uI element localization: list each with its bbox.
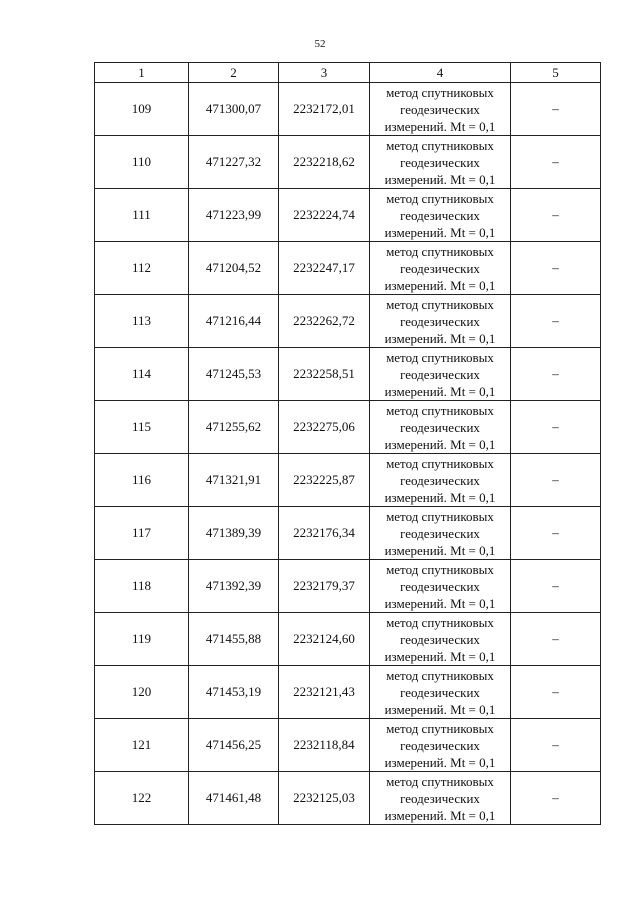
method-line: геодезических: [400, 525, 480, 541]
method-line: метод спутниковых: [386, 773, 494, 789]
method-cell: [370, 401, 511, 454]
x-coordinate-cell: 471245,53: [189, 348, 279, 401]
point-number-cell: 121: [95, 719, 189, 772]
point-number-cell: 122: [95, 772, 189, 825]
method-line: измерений. Mt = 0,1: [384, 807, 496, 823]
table-row: [95, 719, 601, 772]
note-cell: –: [511, 560, 601, 613]
note-cell: –: [511, 772, 601, 825]
table-row: [95, 613, 601, 666]
y-coordinate-cell: 2232258,51: [279, 348, 370, 401]
method-cell: [370, 348, 511, 401]
table-row: [95, 136, 601, 189]
method-line: геодезических: [400, 101, 480, 117]
method-line: метод спутниковых: [386, 720, 494, 736]
table-row: [95, 242, 601, 295]
note-cell: –: [511, 83, 601, 136]
method-line: измерений. Mt = 0,1: [384, 701, 496, 717]
y-coordinate-cell: 2232176,34: [279, 507, 370, 560]
method-cell: [370, 242, 511, 295]
y-coordinate-cell: 2232218,62: [279, 136, 370, 189]
method-line: метод спутниковых: [386, 402, 494, 418]
column-header: 4: [370, 63, 511, 83]
column-header: 2: [189, 63, 279, 83]
note-cell: –: [511, 507, 601, 560]
y-coordinate-cell: 2232121,43: [279, 666, 370, 719]
x-coordinate-cell: 471216,44: [189, 295, 279, 348]
y-coordinate-cell: 2232125,03: [279, 772, 370, 825]
x-coordinate-cell: 471321,91: [189, 454, 279, 507]
x-coordinate-cell: 471389,39: [189, 507, 279, 560]
method-line: геодезических: [400, 419, 480, 435]
note-cell: –: [511, 242, 601, 295]
method-line: измерений. Mt = 0,1: [384, 648, 496, 664]
method-line: геодезических: [400, 631, 480, 647]
table-header-row: [95, 63, 601, 83]
method-line: геодезических: [400, 313, 480, 329]
method-cell: [370, 189, 511, 242]
x-coordinate-cell: 471300,07: [189, 83, 279, 136]
point-number-cell: 117: [95, 507, 189, 560]
method-line: геодезических: [400, 684, 480, 700]
point-number-cell: 115: [95, 401, 189, 454]
method-line: геодезических: [400, 472, 480, 488]
method-line: измерений. Mt = 0,1: [384, 330, 496, 346]
method-cell: [370, 719, 511, 772]
point-number-cell: 113: [95, 295, 189, 348]
method-line: метод спутниковых: [386, 84, 494, 100]
table-row: [95, 772, 601, 825]
table-row: [95, 83, 601, 136]
column-header: 3: [279, 63, 370, 83]
x-coordinate-cell: 471223,99: [189, 189, 279, 242]
method-cell: [370, 613, 511, 666]
y-coordinate-cell: 2232225,87: [279, 454, 370, 507]
method-cell: [370, 666, 511, 719]
page-number: 52: [314, 38, 326, 50]
method-line: метод спутниковых: [386, 243, 494, 259]
y-coordinate-cell: 2232172,01: [279, 83, 370, 136]
method-line: метод спутниковых: [386, 190, 494, 206]
method-line: измерений. Mt = 0,1: [384, 436, 496, 452]
method-cell: [370, 295, 511, 348]
x-coordinate-cell: 471455,88: [189, 613, 279, 666]
table-row: [95, 189, 601, 242]
point-number-cell: 111: [95, 189, 189, 242]
method-line: метод спутниковых: [386, 614, 494, 630]
note-cell: –: [511, 613, 601, 666]
method-line: измерений. Mt = 0,1: [384, 542, 496, 558]
method-cell: [370, 772, 511, 825]
method-line: метод спутниковых: [386, 561, 494, 577]
point-number-cell: 112: [95, 242, 189, 295]
table-row: [95, 401, 601, 454]
y-coordinate-cell: 2232262,72: [279, 295, 370, 348]
point-number-cell: 120: [95, 666, 189, 719]
method-line: измерений. Mt = 0,1: [384, 171, 496, 187]
y-coordinate-cell: 2232247,17: [279, 242, 370, 295]
method-cell: [370, 454, 511, 507]
y-coordinate-cell: 2232124,60: [279, 613, 370, 666]
point-number-cell: 114: [95, 348, 189, 401]
x-coordinate-cell: 471227,32: [189, 136, 279, 189]
method-line: метод спутниковых: [386, 137, 494, 153]
method-line: геодезических: [400, 154, 480, 170]
method-cell: [370, 507, 511, 560]
method-line: геодезических: [400, 207, 480, 223]
table-body: [95, 83, 601, 825]
point-number-cell: 109: [95, 83, 189, 136]
y-coordinate-cell: 2232118,84: [279, 719, 370, 772]
note-cell: –: [511, 136, 601, 189]
method-line: метод спутниковых: [386, 667, 494, 683]
method-line: измерений. Mt = 0,1: [384, 754, 496, 770]
method-cell: [370, 83, 511, 136]
method-line: измерений. Mt = 0,1: [384, 118, 496, 134]
column-header: 1: [95, 63, 189, 83]
y-coordinate-cell: 2232179,37: [279, 560, 370, 613]
method-line: геодезических: [400, 578, 480, 594]
method-line: метод спутниковых: [386, 349, 494, 365]
method-line: геодезических: [400, 790, 480, 806]
y-coordinate-cell: 2232275,06: [279, 401, 370, 454]
method-line: геодезических: [400, 260, 480, 276]
y-coordinate-cell: 2232224,74: [279, 189, 370, 242]
x-coordinate-cell: 471456,25: [189, 719, 279, 772]
table-row: [95, 560, 601, 613]
table-row: [95, 295, 601, 348]
method-line: геодезических: [400, 737, 480, 753]
coordinates-table: [94, 62, 601, 825]
table-row: [95, 666, 601, 719]
method-line: метод спутниковых: [386, 508, 494, 524]
note-cell: –: [511, 719, 601, 772]
note-cell: –: [511, 348, 601, 401]
x-coordinate-cell: 471461,48: [189, 772, 279, 825]
column-header: 5: [511, 63, 601, 83]
method-cell: [370, 560, 511, 613]
x-coordinate-cell: 471453,19: [189, 666, 279, 719]
point-number-cell: 119: [95, 613, 189, 666]
method-line: измерений. Mt = 0,1: [384, 277, 496, 293]
note-cell: –: [511, 189, 601, 242]
method-line: измерений. Mt = 0,1: [384, 383, 496, 399]
table-row: [95, 507, 601, 560]
note-cell: –: [511, 454, 601, 507]
table-row: [95, 348, 601, 401]
point-number-cell: 118: [95, 560, 189, 613]
note-cell: –: [511, 666, 601, 719]
note-cell: –: [511, 295, 601, 348]
x-coordinate-cell: 471255,62: [189, 401, 279, 454]
method-line: измерений. Mt = 0,1: [384, 595, 496, 611]
x-coordinate-cell: 471392,39: [189, 560, 279, 613]
point-number-cell: 110: [95, 136, 189, 189]
method-cell: [370, 136, 511, 189]
method-line: метод спутниковых: [386, 455, 494, 471]
note-cell: –: [511, 401, 601, 454]
method-line: измерений. Mt = 0,1: [384, 489, 496, 505]
x-coordinate-cell: 471204,52: [189, 242, 279, 295]
method-line: геодезических: [400, 366, 480, 382]
point-number-cell: 116: [95, 454, 189, 507]
method-line: измерений. Mt = 0,1: [384, 224, 496, 240]
method-line: метод спутниковых: [386, 296, 494, 312]
table-row: [95, 454, 601, 507]
